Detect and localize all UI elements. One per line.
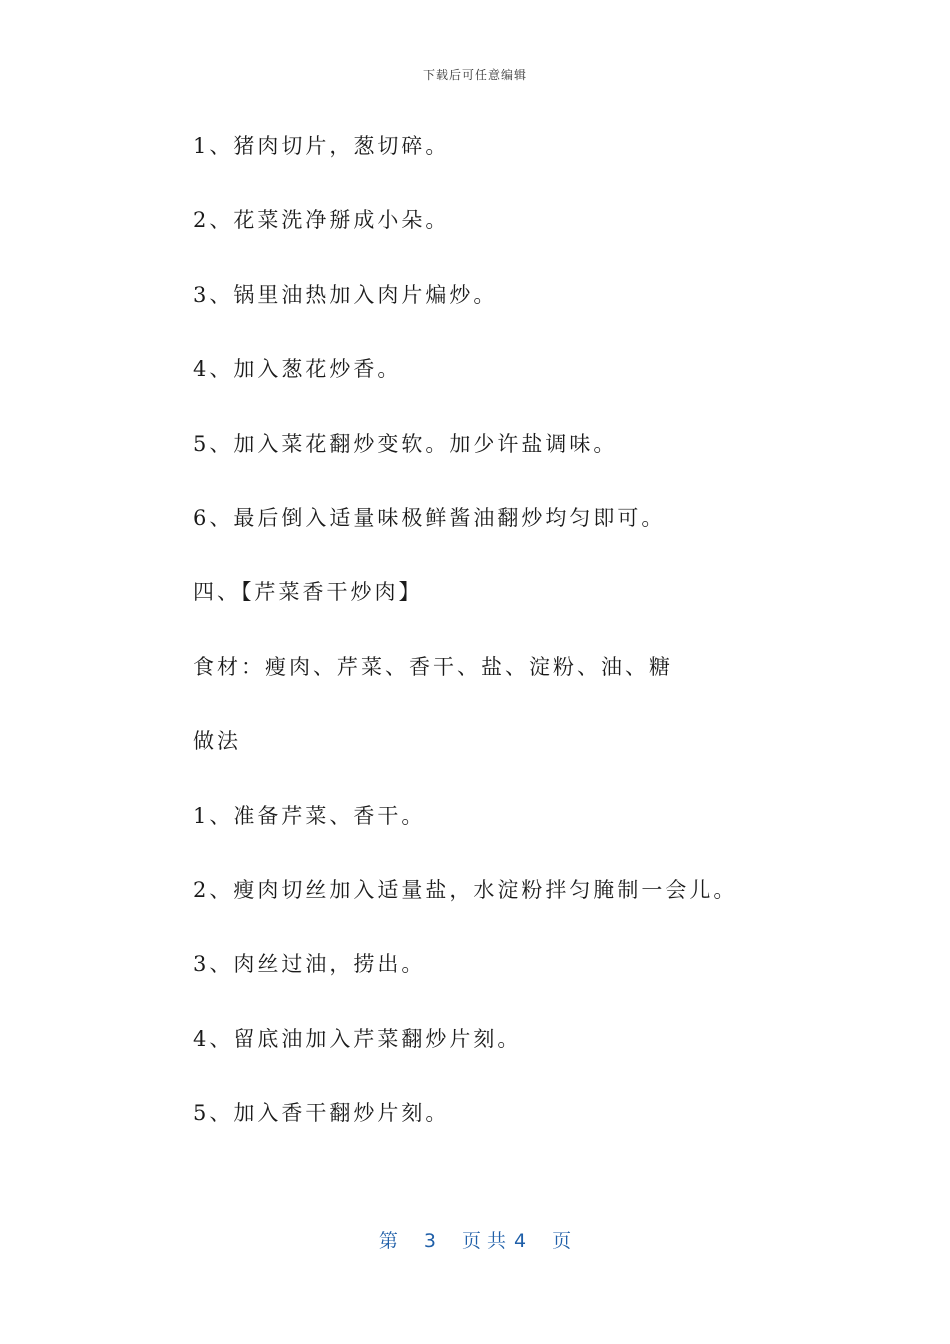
text-line: 3、锅里油热加入肉片煸炒。 [193,282,498,307]
text-line: 2、花菜洗净掰成小朵。 [193,208,450,233]
footer-prefix: 第 [378,1230,398,1252]
method-label: 做法 [193,729,241,754]
text-line: 1、准备芹菜、香干。 [193,803,426,828]
text-line: 5、加入香干翻炒片刻。 [193,1101,450,1126]
header-note: 下载后可任意编辑 [422,68,527,82]
current-page-number: 3 [423,1230,436,1252]
text-line: 4、留底油加入芹菜翻炒片刻。 [193,1026,522,1051]
text-line: 5、加入菜花翻炒变软。加少许盐调味。 [193,431,618,456]
total-page-number: 4 [514,1230,527,1252]
page-number-footer [0,1226,950,1253]
text-line: 6、最后倒入适量味极鲜酱油翻炒均匀即可。 [193,505,666,530]
document-body [193,128,893,1169]
footer-middle: 页 共 [461,1230,507,1252]
ingredients-line: 食材：瘦肉、芹菜、香干、盐、淀粉、油、糖 [193,654,673,679]
text-line: 2、瘦肉切丝加入适量盐，水淀粉拌匀腌制一会儿。 [193,877,738,902]
text-line: 1、猪肉切片，葱切碎。 [193,134,450,158]
text-line: 3、肉丝过油，捞出。 [193,952,426,977]
footer-suffix: 页 [552,1230,572,1252]
section-heading: 四、【芹菜香干炒肉】 [193,580,423,605]
text-line: 4、加入葱花炒香。 [193,357,402,382]
